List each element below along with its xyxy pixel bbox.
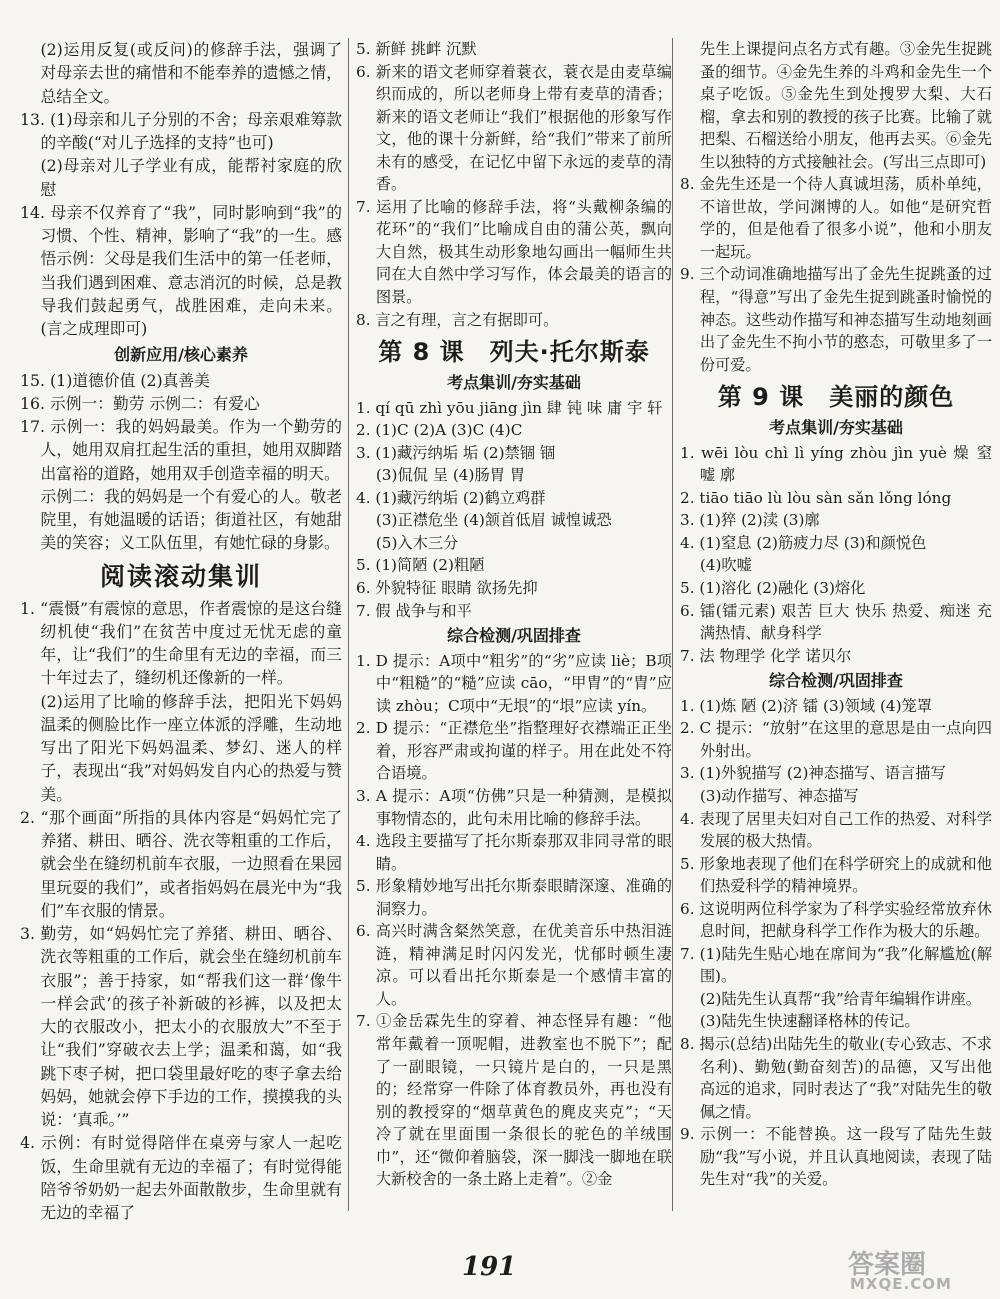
answer-item: 8. 揭示(总结)出陆先生的敬业(专心致志、不求名利)、勤勉(勤奋刻苦)的品德，又写出他高远的追求，同时表达了“我”对陆先生的敬佩之情。	[680, 1034, 992, 1121]
answer-item: 13. (1)母亲和儿子分别的不舍；母亲艰难筹款的辛酸(“对儿子选择的支持”也可)	[20, 109, 342, 152]
answer-item: 7. 运用了比喻的修辞手法，将“头戴柳条编的花环”的“我们”比喻成自由的蒲公英，飘向大自然，极其生动形象地勾画出一幅师生共同在大自然中学习写作，体会最美的语言的图景。	[356, 197, 672, 307]
answer-item: 6. 高兴时满含粲然笑意，在优美音乐中热泪涟涟，精神满足时闪闪发光，忧郁时顿生凄凉。可以看出托尔斯泰是一个感情丰富的人。	[356, 922, 672, 1008]
answer-subitem: (2)运用反复(或反问)的修辞手法，强调了对母亲去世的痛惜和不能奉养的遗憾之情，总结全文。	[40, 40, 342, 106]
answer-item: 6. 新来的语文老师穿着蓑衣，蓑衣是由麦草编织而成的，所以老师身上带有麦草的清香；新来的语文老师让“我们”根据他的形象写作文，他的课十分新鲜，给“我们”带来了前所未有的感受，在记忆中留下永远的麦草的清香。	[356, 62, 672, 194]
section-heading: 考点集训/夯实基础	[769, 418, 903, 438]
watermark-site: MXQE.COM	[850, 1275, 952, 1293]
answer-item: 2. (1)C (2)A (3)C (4)C	[356, 421, 523, 440]
answer-item: 5. (1)溶化 (2)融化 (3)熔化	[680, 579, 866, 598]
answer-item: 3. (1)猝 (2)渎 (3)廓	[680, 511, 820, 530]
answer-item: 3. (1)藏污纳垢 垢 (2)禁锢 锢	[356, 443, 556, 462]
answer-item: 7. (1)陆先生贴心地在席间为“我”化解尴尬(解围)。	[680, 944, 992, 986]
answer-item: 2. C 提示：“放射”在这里的意思是由一点向四外射出。	[680, 719, 992, 760]
answer-subitem: (3)侃侃 呈 (4)肠胃 胃	[375, 466, 526, 485]
answer-item: 9. 三个动词准确地描写出了金先生捉跳蚤的过程，“得意”写出了金先生捉到跳蚤时愉悦的神态。这些动作描写和神态描写生动地刻画出了金先生不拘小节的憨态，可敬里多了一份可爱。	[680, 265, 992, 374]
answer-item: 3. 勤劳，如“妈妈忙完了养猪、耕田、晒谷、洗衣等粗重的工作后，就会坐在缝纫机前车衣服”；善于持家，如“帮我们这一群‘像牛一样会武’的孩子补新破的衫裤，以及把太大的衣服改小，把太小的衣服放大”不至于让“我们”穿破衣去上学；温柔和蔼，如“我跳下枣子树，把口袋里最好吃的枣子拿去给妈妈，她就会停下手边的工作，摸摸我的头说：‘真乖。’”	[20, 924, 342, 1129]
answer-item: 6. 这说明两位科学家为了科学实验经常放弃休息时间，把献身科学工作作为极大的乐趣。	[680, 899, 992, 941]
answer-item: 2. D 提示：“正襟危坐”指整理好衣襟端正正坐着，形容严肃或拘谨的样子。用在此处不符合语境。	[356, 719, 672, 783]
answer-subitem: (4)吹嘘	[699, 556, 752, 575]
watermark-logo: 答案圈	[848, 1250, 927, 1280]
section-heading: 创新应用/核心素养	[114, 345, 248, 365]
answer-item: 5. 形象精妙地写出托尔斯泰眼睛深邃、准确的洞察力。	[356, 877, 672, 918]
answer-item: 1. D 提示：A项中“粗劣”的“劣”应读 liè；B项中“粗糙”的“糙”应读 cāo，“甲胄”的“胄”应读 zhòu；C项中“无垠”的“垠”应读 yín。	[356, 651, 672, 715]
answer-subitem: (3)正襟危坐 (4)颔首低眉 诚惶诚恐	[375, 511, 612, 530]
answer-item: 6. 镭(镭元素) 艰苦 巨大 快乐 热爱、痴迷 充满热情、献身科学	[680, 601, 992, 643]
answer-item: 1. (1)炼 陋 (2)济 镭 (3)领域 (4)笼罩	[680, 696, 933, 715]
column-left	[20, 38, 342, 1224]
answer-item: 4. 选段主要描写了托尔斯泰那双非同寻常的眼睛。	[356, 832, 672, 873]
column-middle	[356, 38, 672, 1191]
answer-item: 9. 示例一：不能替换。这一段写了陆先生鼓励“我”写小说，并且认真地阅读，表现了陆先生对“我”的关爱。	[680, 1125, 992, 1189]
section-heading: 综合检测/巩固排查	[769, 671, 903, 691]
answer-item: 17. 示例一：我的妈妈最美。作为一个勤劳的人，她用双肩扛起生活的重担，她用双脚踏出富裕的道路，她用双手创造幸福的明天。	[20, 417, 342, 483]
answer-item: 1. “震慑”有震惊的意思，作者震惊的是这台缝纫机使“我们”在贫苦中度过无忧无虑的童年，让“我们”的生命里有无边的幸福，而三十年过去了，缝纫机还像新的一样。	[20, 598, 342, 688]
answer-item: 4. (1)藏污纳垢 (2)鹤立鸡群	[356, 488, 546, 507]
answer-item: 8. 金先生还是一个待人真诚坦荡，质朴单纯，不谙世故，学问渊博的人。如他“是研究哲学的，但是他看了很多小说”，他和小朋友一起玩。	[680, 175, 992, 261]
answer-item: 4. (1)窒息 (2)筋疲力尽 (3)和颜悦色	[680, 533, 927, 552]
answer-item: 5. 新鲜 挑衅 沉默	[356, 40, 477, 58]
answer-item: 4. 表现了居里夫妇对自己工作的热爱、对科学发展的极大热情。	[680, 809, 992, 851]
answer-item: 1. qí qū zhì yōu jiāng jìn 肆 钝 味 庸 宇 轩	[356, 398, 663, 417]
answer-item: 15. (1)道德价值 (2)真善美	[20, 370, 210, 390]
section-heading: 综合检测/巩固排查	[447, 626, 581, 646]
answer-item: 3. (1)外貌描写 (2)神态描写、语言描写	[680, 764, 946, 783]
answer-item: 2. tiāo tiāo lù lòu sàn sǎn lǒng lóng	[680, 488, 952, 507]
answer-subitem: (2)陆先生认真帮“我”给青年编辑作讲座。	[699, 989, 982, 1008]
answer-subitem: (3)动作描写、神态描写	[699, 786, 859, 805]
page-number: 191	[462, 1252, 517, 1282]
lesson-title: 第 8 课 列夫·托尔斯泰	[378, 338, 650, 367]
answer-item: 1. wēi lòu chì lì yíng zhòu jìn yuè 燥 窒 嘘 廓	[680, 443, 992, 485]
answer-subitem: 示例二：我的妈妈是一个有爱心的人。敬老院里，有她温暖的话语；街道社区，有她甜美的笑容；义工队伍里，有她忙碌的身影。	[40, 486, 342, 553]
column-divider	[348, 38, 349, 1211]
answer-subitem: 先生上课提问点名方式有趣。③金先生捉跳蚤的细节。④金先生养的斗鸡和金先生一个桌子吃饭。⑤金先生到处搜罗大梨、大石榴，拿去和别的教授的孩子比赛。比输了就把梨、石榴送给小朋友，他再去买。⑥金先生以独特的方式接触社会。(写出三点即可)	[699, 40, 992, 171]
answer-subitem: (5)入木三分	[375, 533, 459, 552]
answer-item: 5. 形象地表现了他们在科学研究上的成就和他们热爱科学的精神境界。	[680, 854, 992, 896]
answer-item: 7. 假 战争与和平	[356, 601, 472, 620]
answer-item: 8. 言之有理，言之有据即可。	[356, 310, 559, 329]
answer-subitem: (2)运用了比喻的修辞手法，把阳光下妈妈温柔的侧脸比作一座立体派的浮雕，生动地写出了阳光下妈妈温柔、梦幻、迷人的样子，表现出“我”对妈妈发自内心的热爱与赞美。	[40, 691, 342, 804]
unit-title: 阅读滚动集训	[99, 561, 262, 591]
answer-item: 4. 示例：有时觉得陪伴在桌旁与家人一起吃饭，生命里就有无边的幸福了；有时觉得能陪爷爷奶奶一起去外面散散步，生命里就有无边的幸福了	[20, 1133, 342, 1222]
lesson-title: 第 9 课 美丽的颜色	[717, 383, 955, 412]
answer-item: 7. 法 物理学 化学 诺贝尔	[680, 646, 852, 665]
answer-item: 3. A 提示：A项“仿佛”只是一种猜测，是模拟事物情态的，此句未用比喻的修辞手法。	[356, 786, 672, 828]
section-heading: 考点集训/夯实基础	[447, 373, 581, 393]
answer-item: 6. 外貌特征 眼睛 欲扬先抑	[356, 579, 538, 598]
answer-item: 7. ①金岳霖先生的穿着、神态怪异有趣：“他常年戴着一顶呢帽，进教室也不脱下”；配了一副眼镜，一只镜片是白的，一只是黑的；经常穿一件除了体育教员外，再也没有别的教授穿的“烟草黄色的麂皮夹克”；“天冷了就在里面围一条很长的驼色的羊绒围巾”，还“微仰着脑袋，深一脚浅一脚地在联大新校舍的一条土路上走着”。②金	[356, 1012, 672, 1189]
answer-item: 16. 示例一：勤劳 示例二：有爱心	[20, 393, 260, 413]
column-divider	[672, 38, 673, 1211]
column-right	[680, 38, 992, 1191]
answer-item: 2. “那个画面”所指的具体内容是“妈妈忙完了养猪、耕田、晒谷、洗衣等粗重的工作后，就会坐在缝纫机前车衣服，一边照看在果园里玩耍的我们”，或者指妈妈在晨光中为“我们”车衣服的情景。	[20, 807, 342, 920]
answer-item: 5. (1)简陋 (2)粗陋	[356, 556, 485, 575]
answer-subitem: (3)陆先生快速翻译格林的传记。	[699, 1012, 920, 1031]
answer-subitem: (2)母亲对儿子学业有成，能帮衬家庭的欣慰	[40, 156, 342, 199]
answer-item: 14. 母亲不仅养育了“我”，同时影响到“我”的习惯、个性、精神，影响了“我”的一生。感悟示例：父母是我们生活中的第一任老师，当我们遇到困难、意志消沉的时候，总是教导我们鼓起勇气，战胜困难，走向未来。(言之成理即可)	[20, 202, 342, 338]
